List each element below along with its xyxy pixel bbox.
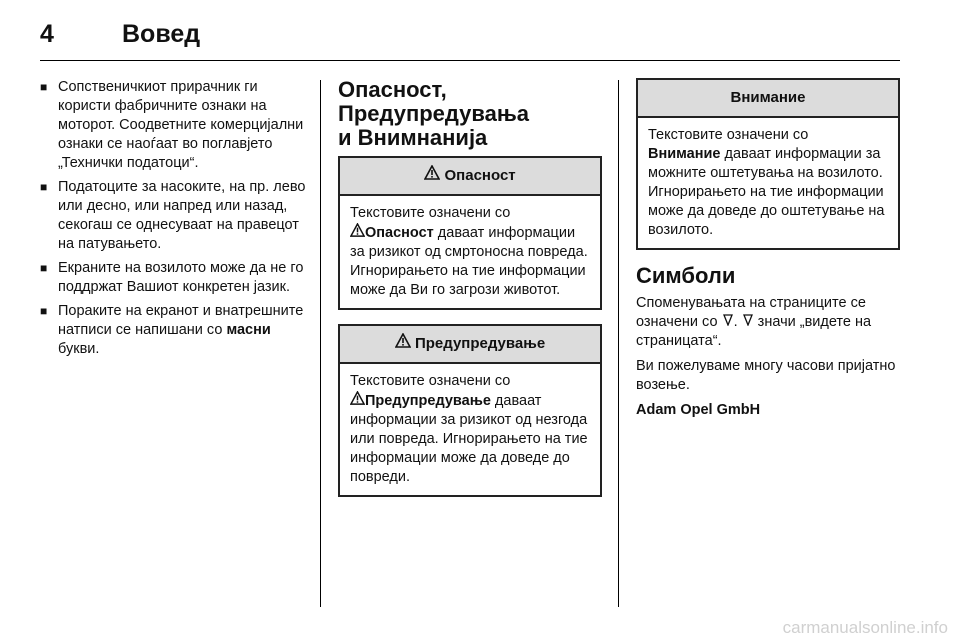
section-title-dangers: Опасност, Предупредувања и Внимнаниja xyxy=(338,77,530,150)
warning-box xyxy=(338,324,602,497)
page-number: 4 xyxy=(40,20,54,48)
caution-box-heading: Внимание xyxy=(638,80,898,118)
right-column xyxy=(636,78,900,426)
warning-triangle-icon xyxy=(395,333,411,348)
bullet-item: ■ Податоците за насоките, на пр. лево или десно, или напред или назад, секогаш се однесуваат на правецот на патувањето. xyxy=(40,179,306,252)
bullet-square-icon: ■ xyxy=(40,261,48,275)
left-column xyxy=(40,78,306,364)
bullet-square-icon: ■ xyxy=(40,304,48,318)
company-name: Adam Opel GmbH xyxy=(636,402,761,418)
section-title-symbols: Симболи xyxy=(636,263,736,288)
warning-triangle-icon xyxy=(350,391,365,405)
middle-column xyxy=(338,78,602,511)
page-header xyxy=(40,14,920,62)
caution-box xyxy=(636,78,900,250)
column-divider-left xyxy=(320,80,321,607)
symbols-paragraph: Споменувањата на страниците се означени со . значи „видете на страницата“. xyxy=(636,295,872,349)
warning-box-text: Текстовите означени со Предупредување даваат информации за ризикот од незгода или повреда. Игнорирањето на тие информации може да доведе до повреди. xyxy=(350,373,588,485)
chapter-title: Вовед xyxy=(122,20,201,48)
bullet-item: ■ Сопственичкиот прирачник ги користи фабричните ознаки на моторот. Соодветните комерцијални ознаки се наоѓаат во поглавјето „Технички податоци“. xyxy=(40,79,304,171)
danger-box xyxy=(338,156,602,310)
intro-bullet-list xyxy=(40,78,306,359)
page-reference-icon xyxy=(742,314,754,326)
bullet-item: ■ Екраните на возилото може да не го поддржат Вашиот конкретен јазик. xyxy=(40,260,304,295)
header-rule xyxy=(40,60,900,61)
column-divider-right xyxy=(618,80,619,607)
page-reference-icon xyxy=(722,314,734,326)
bullet-item: ■ Пораките на екранот и внатрешните натписи се напишани со масни букви. xyxy=(40,303,304,357)
warning-triangle-icon xyxy=(350,223,365,237)
warning-box-heading: Предупредување xyxy=(340,326,600,364)
footer-watermark: carmanualsonline.info xyxy=(782,618,948,637)
wish-paragraph: Ви пожелуваме многу часови пријатно возење. xyxy=(636,358,896,393)
caution-box-text: Текстовите означени со Внимание даваат информации за можните оштетувања на возилото. Игнорирањето на тие информации може да доведе до оштетување на возилото. xyxy=(648,127,885,238)
bullet-square-icon: ■ xyxy=(40,180,48,194)
warning-triangle-icon xyxy=(424,165,440,180)
danger-box-heading: Опасност xyxy=(340,158,600,196)
danger-box-text: Текстовите означени со Опасност даваат информации за ризикот од смртоносна повреда. Игнорирањето на тие информации може да Ви го загрози животот. xyxy=(350,205,588,298)
bullet-square-icon: ■ xyxy=(40,80,48,94)
